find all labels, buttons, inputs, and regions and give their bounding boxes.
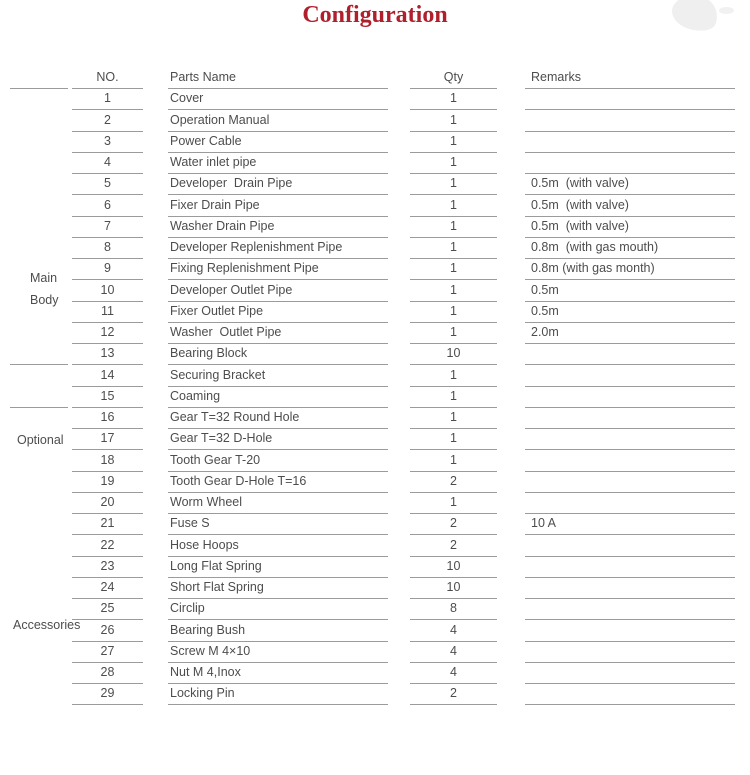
table-body: [0, 89, 750, 705]
row-remark: [525, 153, 735, 174]
row-remark: [525, 642, 735, 663]
row-qty: 4: [410, 642, 497, 663]
row-group-cell: [10, 89, 68, 110]
row-group-cell: [10, 195, 68, 216]
table-row: [0, 429, 750, 450]
table-row: [0, 472, 750, 493]
row-part-name: Developer Outlet Pipe: [168, 280, 388, 301]
row-qty: 1: [410, 217, 497, 238]
row-remark: 10 A: [525, 514, 735, 535]
row-qty: 1: [410, 174, 497, 195]
row-qty: 1: [410, 280, 497, 301]
row-qty: 1: [410, 302, 497, 323]
row-remark: [525, 110, 735, 131]
row-part-name: Washer Outlet Pipe: [168, 323, 388, 344]
row-no: 26: [72, 620, 143, 641]
row-remark: [525, 365, 735, 386]
group-label-main-body: [30, 267, 59, 311]
row-no: 2: [72, 110, 143, 131]
row-qty: 1: [410, 387, 497, 408]
row-part-name: Gear T=32 D-Hole: [168, 429, 388, 450]
row-part-name: Securing Bracket: [168, 365, 388, 386]
row-qty: 1: [410, 323, 497, 344]
row-part-name: Fixer Outlet Pipe: [168, 302, 388, 323]
row-part-name: Coaming: [168, 387, 388, 408]
row-no: 7: [72, 217, 143, 238]
row-no: 25: [72, 599, 143, 620]
row-part-name: Gear T=32 Round Hole: [168, 408, 388, 429]
row-part-name: Short Flat Spring: [168, 578, 388, 599]
row-remark: [525, 684, 735, 705]
table-row: [0, 557, 750, 578]
row-no: 27: [72, 642, 143, 663]
table-row: [0, 132, 750, 153]
row-group-cell: [10, 387, 68, 408]
row-part-name: Tooth Gear D-Hole T=16: [168, 472, 388, 493]
header-qty: Qty: [410, 68, 497, 89]
row-group-cell: [10, 535, 68, 556]
row-no: 6: [72, 195, 143, 216]
row-qty: 1: [410, 132, 497, 153]
row-part-name: Locking Pin: [168, 684, 388, 705]
row-remark: [525, 493, 735, 514]
row-part-name: Power Cable: [168, 132, 388, 153]
row-no: 11: [72, 302, 143, 323]
table-row: [0, 323, 750, 344]
row-qty: 2: [410, 472, 497, 493]
row-group-cell: [10, 217, 68, 238]
row-remark: 0.5m (with valve): [525, 174, 735, 195]
row-qty: 1: [410, 89, 497, 110]
row-no: 15: [72, 387, 143, 408]
row-group-cell: [10, 132, 68, 153]
row-remark: [525, 578, 735, 599]
row-group-cell: [10, 514, 68, 535]
row-remark: [525, 132, 735, 153]
row-group-cell: [10, 408, 68, 429]
row-no: 3: [72, 132, 143, 153]
row-part-name: Water inlet pipe: [168, 153, 388, 174]
table-row: [0, 344, 750, 365]
row-part-name: Washer Drain Pipe: [168, 217, 388, 238]
row-part-name: Long Flat Spring: [168, 557, 388, 578]
row-no: 28: [72, 663, 143, 684]
row-remark: [525, 599, 735, 620]
row-no: 4: [72, 153, 143, 174]
table-row: [0, 620, 750, 641]
row-qty: 4: [410, 663, 497, 684]
row-no: 16: [72, 408, 143, 429]
row-qty: 1: [410, 238, 497, 259]
row-no: 5: [72, 174, 143, 195]
row-no: 10: [72, 280, 143, 301]
row-no: 18: [72, 450, 143, 471]
row-qty: 1: [410, 450, 497, 471]
row-qty: 10: [410, 344, 497, 365]
row-remark: [525, 344, 735, 365]
row-group-cell: [10, 578, 68, 599]
row-group-cell: [10, 472, 68, 493]
row-remark: [525, 535, 735, 556]
row-no: 20: [72, 493, 143, 514]
row-no: 17: [72, 429, 143, 450]
row-group-cell: [10, 238, 68, 259]
page-title: Configuration: [302, 2, 448, 28]
table-row: [0, 535, 750, 556]
table-row: [0, 110, 750, 131]
row-part-name: Operation Manual: [168, 110, 388, 131]
row-qty: 1: [410, 153, 497, 174]
row-part-name: Nut M 4,Inox: [168, 663, 388, 684]
row-part-name: Hose Hoops: [168, 535, 388, 556]
group-label-optional: Optional: [17, 433, 64, 447]
row-part-name: Developer Replenishment Pipe: [168, 238, 388, 259]
header-remarks: Remarks: [525, 68, 735, 89]
row-part-name: Tooth Gear T-20: [168, 450, 388, 471]
row-no: 8: [72, 238, 143, 259]
row-part-name: Fuse S: [168, 514, 388, 535]
row-part-name: Fixer Drain Pipe: [168, 195, 388, 216]
row-group-cell: [10, 493, 68, 514]
table-row: [0, 642, 750, 663]
table-row: [0, 387, 750, 408]
header-group-cell: [10, 68, 68, 89]
row-part-name: Circlip: [168, 599, 388, 620]
table-row: [0, 302, 750, 323]
watermark-logo-icon: [668, 0, 722, 36]
row-remark: 0.5m (with valve): [525, 195, 735, 216]
table-row: [0, 259, 750, 280]
row-group-cell: [10, 153, 68, 174]
group-label-accessories: Accessories: [13, 618, 81, 632]
table-row: [0, 450, 750, 471]
row-part-name: Cover: [168, 89, 388, 110]
row-remark: [525, 472, 735, 493]
row-qty: 1: [410, 408, 497, 429]
row-remark: [525, 387, 735, 408]
row-group-cell: [10, 323, 68, 344]
table-row: [0, 408, 750, 429]
row-qty: 4: [410, 620, 497, 641]
row-qty: 1: [410, 110, 497, 131]
table-row: [0, 195, 750, 216]
row-group-cell: [10, 174, 68, 195]
row-remark: [525, 429, 735, 450]
row-qty: 1: [410, 493, 497, 514]
row-remark: 0.5m (with valve): [525, 217, 735, 238]
header-parts-name: Parts Name: [168, 68, 388, 89]
row-remark: 2.0m: [525, 323, 735, 344]
table-row: [0, 280, 750, 301]
row-no: 22: [72, 535, 143, 556]
row-qty: 2: [410, 684, 497, 705]
row-qty: 1: [410, 195, 497, 216]
row-remark: 0.5m: [525, 280, 735, 301]
row-group-cell: [10, 110, 68, 131]
row-remark: 0.5m: [525, 302, 735, 323]
table-row: [0, 493, 750, 514]
row-remark: [525, 450, 735, 471]
table-row: [0, 663, 750, 684]
row-qty: 2: [410, 535, 497, 556]
row-part-name: Bearing Bush: [168, 620, 388, 641]
group-label-main-line2: Body: [30, 293, 59, 307]
row-qty: 10: [410, 557, 497, 578]
row-no: 14: [72, 365, 143, 386]
table-row: [0, 599, 750, 620]
row-qty: 8: [410, 599, 497, 620]
row-part-name: Fixing Replenishment Pipe: [168, 259, 388, 280]
row-remark: [525, 408, 735, 429]
row-group-cell: [10, 663, 68, 684]
row-group-cell: [10, 365, 68, 386]
row-part-name: Developer Drain Pipe: [168, 174, 388, 195]
row-group-cell: [10, 344, 68, 365]
table-row: [0, 89, 750, 110]
row-no: 1: [72, 89, 143, 110]
row-no: 9: [72, 259, 143, 280]
row-qty: 10: [410, 578, 497, 599]
table-row: [0, 174, 750, 195]
row-no: 29: [72, 684, 143, 705]
table-row: [0, 365, 750, 386]
table-header-row: [0, 68, 750, 89]
row-no: 23: [72, 557, 143, 578]
row-remark: [525, 557, 735, 578]
row-qty: 1: [410, 259, 497, 280]
row-remark: [525, 620, 735, 641]
table-row: [0, 217, 750, 238]
row-remark: 0.8m (with gas month): [525, 259, 735, 280]
table-row: [0, 153, 750, 174]
table-row: [0, 514, 750, 535]
row-group-cell: [10, 450, 68, 471]
row-part-name: Screw M 4×10: [168, 642, 388, 663]
table-row: [0, 684, 750, 705]
row-no: 13: [72, 344, 143, 365]
configuration-table: [0, 68, 750, 705]
row-remark: [525, 89, 735, 110]
group-label-main-line1: Main: [30, 271, 58, 285]
row-qty: 1: [410, 429, 497, 450]
watermark-speck-icon: [719, 7, 734, 14]
table-row: [0, 578, 750, 599]
row-no: 19: [72, 472, 143, 493]
row-group-cell: [10, 557, 68, 578]
row-part-name: Worm Wheel: [168, 493, 388, 514]
table-row: [0, 238, 750, 259]
row-group-cell: [10, 642, 68, 663]
row-no: 12: [72, 323, 143, 344]
row-qty: 2: [410, 514, 497, 535]
row-part-name: Bearing Block: [168, 344, 388, 365]
row-group-cell: [10, 684, 68, 705]
row-no: 21: [72, 514, 143, 535]
row-qty: 1: [410, 365, 497, 386]
header-no: NO.: [72, 68, 143, 89]
row-no: 24: [72, 578, 143, 599]
row-remark: 0.8m (with gas mouth): [525, 238, 735, 259]
row-remark: [525, 663, 735, 684]
